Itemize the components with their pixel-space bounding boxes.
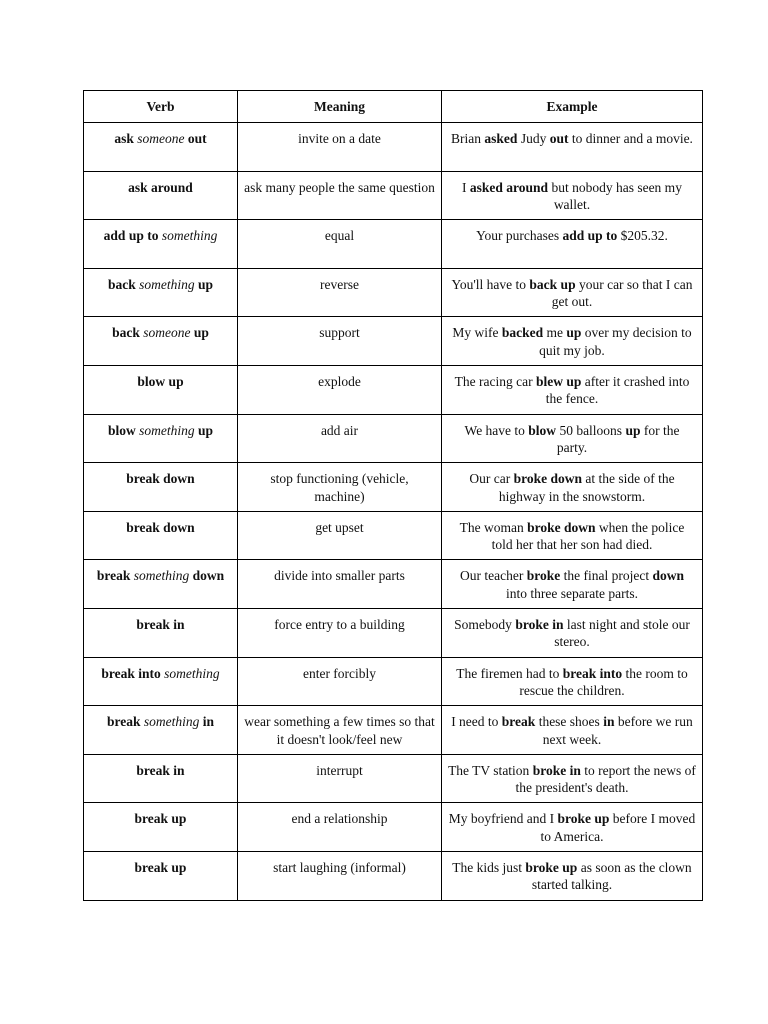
verb-cell <box>84 463 238 512</box>
example-cell <box>442 220 703 269</box>
text-run: ask around <box>128 179 193 195</box>
text-run: the room to rescue the children. <box>519 665 688 699</box>
text-run: break up <box>134 859 187 875</box>
text-run: for the party. <box>556 422 680 456</box>
text-run: blow <box>107 422 140 438</box>
text-run: blew up <box>535 373 582 389</box>
text-run: asked around <box>469 179 549 195</box>
text-run: The racing car <box>454 373 536 389</box>
text-run: ask <box>114 131 138 146</box>
verb-cell <box>84 851 238 900</box>
text-run: up <box>625 422 641 438</box>
text-run: My boyfriend and I <box>448 811 558 827</box>
text-run: something <box>133 568 190 584</box>
text-run: up <box>566 325 582 341</box>
text-run: after it crashed into the fence. <box>545 373 690 407</box>
meaning-cell: force entry to a building <box>238 608 442 657</box>
table-row <box>84 608 703 657</box>
meaning-cell: enter forcibly <box>238 657 442 706</box>
verb-cell <box>84 123 238 172</box>
table-row <box>84 560 703 609</box>
meaning-cell: stop functioning (vehicle, machine) <box>238 463 442 512</box>
text-run: break up <box>134 811 187 827</box>
text-run: break down <box>126 471 195 487</box>
text-run: The firemen had to <box>456 665 563 681</box>
text-run: backed <box>501 325 544 341</box>
example-cell <box>442 657 703 706</box>
text-run: The woman <box>459 519 528 535</box>
example-cell <box>442 754 703 803</box>
table-row <box>84 851 703 900</box>
table-row <box>84 220 703 269</box>
text-run: The kids just <box>452 859 526 875</box>
text-run: Brian <box>451 131 485 146</box>
example-cell <box>442 268 703 317</box>
example-cell <box>442 560 703 609</box>
text-run: down <box>189 568 225 584</box>
meaning-cell: ask many people the same question <box>238 171 442 220</box>
text-run: at the side of the highway in the snowstorm. <box>498 471 675 504</box>
verb-cell <box>84 220 238 269</box>
meaning-cell: interrupt <box>238 754 442 803</box>
example-cell <box>442 851 703 900</box>
table-row <box>84 365 703 414</box>
meaning-cell: invite on a date <box>238 123 442 172</box>
text-run: up <box>190 325 209 341</box>
text-run: out <box>549 131 569 146</box>
text-run: asked <box>484 131 518 146</box>
text-run: broke up <box>557 811 610 827</box>
text-run: but nobody has seen my wallet. <box>548 179 682 213</box>
text-run: broke up <box>525 859 578 875</box>
text-run: add up to <box>562 228 618 244</box>
text-run: these shoes <box>535 714 604 730</box>
text-run: The TV station <box>448 762 533 778</box>
text-run: Judy <box>517 131 550 146</box>
text-run: in <box>199 714 215 730</box>
meaning-cell: end a relationship <box>238 803 442 852</box>
verb-cell <box>84 414 238 463</box>
text-run: someone <box>143 325 191 341</box>
text-run: into three separate parts. <box>506 585 638 601</box>
text-run: My wife <box>452 325 502 341</box>
example-cell <box>442 463 703 512</box>
example-cell <box>442 317 703 366</box>
meaning-cell: explode <box>238 365 442 414</box>
text-run: broke in <box>532 762 581 778</box>
meaning-cell: divide into smaller parts <box>238 560 442 609</box>
text-run: break in <box>136 762 185 778</box>
example-cell <box>442 171 703 220</box>
example-cell <box>442 123 703 172</box>
text-run: me <box>543 325 567 341</box>
meaning-cell: start laughing (informal) <box>238 851 442 900</box>
table-row <box>84 706 703 755</box>
verb-cell <box>84 268 238 317</box>
text-run: to report the news of the president's death. <box>515 762 696 796</box>
text-run: last night and stole our stereo. <box>554 616 690 650</box>
text-run: something <box>161 228 218 244</box>
header-row <box>84 91 703 123</box>
example-cell <box>442 414 703 463</box>
text-run: broke down <box>513 471 583 487</box>
text-run: broke <box>526 568 561 584</box>
text-run: add up to <box>103 228 162 244</box>
text-run: to dinner and a movie. <box>568 131 693 146</box>
table-row <box>84 657 703 706</box>
text-run: down <box>652 568 684 584</box>
text-run: 50 balloons <box>556 422 626 438</box>
example-cell <box>442 608 703 657</box>
text-run: back up <box>529 276 576 292</box>
table-row <box>84 463 703 512</box>
header-example: Example <box>442 91 703 123</box>
text-run: before we run next week. <box>542 714 693 747</box>
text-run: We have to <box>464 422 529 438</box>
text-run: when the police told her that her son had died. <box>491 519 685 553</box>
verb-cell <box>84 657 238 706</box>
meaning-cell: equal <box>238 220 442 269</box>
text-run: break into <box>562 665 623 681</box>
verb-cell <box>84 511 238 560</box>
meaning-cell: get upset <box>238 511 442 560</box>
text-run: Your purchases <box>476 228 563 244</box>
text-run: blow up <box>137 373 184 389</box>
text-run: something <box>139 422 195 438</box>
text-run: back <box>112 325 144 341</box>
table-body <box>84 123 703 901</box>
table-row <box>84 803 703 852</box>
table-row <box>84 511 703 560</box>
example-cell <box>442 511 703 560</box>
text-run: break into <box>101 665 165 681</box>
text-run: You'll have to <box>451 276 530 292</box>
text-run: I <box>462 179 470 195</box>
text-run: break <box>96 568 134 584</box>
text-run: I need to <box>451 714 502 730</box>
text-run: break <box>501 714 536 730</box>
text-run: break down <box>126 519 195 535</box>
text-run: broke down <box>527 519 596 535</box>
verb-cell <box>84 803 238 852</box>
table-row <box>84 414 703 463</box>
example-cell <box>442 803 703 852</box>
meaning-cell: wear something a few times so that it doesn't look/feel new <box>238 706 442 755</box>
text-run: Our car <box>469 471 514 487</box>
text-run: break in <box>136 616 185 632</box>
text-run: blow <box>528 422 557 438</box>
text-run: someone <box>137 131 185 146</box>
text-run: over my decision to quit my job. <box>539 325 692 358</box>
table-row <box>84 754 703 803</box>
text-run: something <box>139 276 195 292</box>
text-run: your car so that I can get out. <box>551 276 693 310</box>
verb-cell <box>84 706 238 755</box>
text-run: broke in <box>515 616 564 632</box>
meaning-cell: support <box>238 317 442 366</box>
text-run: in <box>603 714 615 730</box>
text-run: something <box>164 665 220 681</box>
text-run: Somebody <box>454 616 516 632</box>
text-run: back <box>107 276 140 292</box>
example-cell <box>442 706 703 755</box>
table-row <box>84 317 703 366</box>
verb-cell <box>84 754 238 803</box>
text-run: $205.32. <box>617 228 668 244</box>
text-run: break <box>106 714 144 730</box>
example-cell <box>442 365 703 414</box>
table-row <box>84 171 703 220</box>
text-run: the final project <box>560 568 653 584</box>
meaning-cell: reverse <box>238 268 442 317</box>
table-row <box>84 268 703 317</box>
text-run: before I moved to America. <box>540 811 696 844</box>
table-header <box>84 91 703 123</box>
text-run: up <box>194 276 214 292</box>
text-run: up <box>194 422 214 438</box>
verb-cell <box>84 608 238 657</box>
text-run: as soon as the clown started talking. <box>531 859 692 893</box>
phrasal-verbs-table <box>83 90 703 901</box>
verb-cell <box>84 171 238 220</box>
text-run: out <box>184 131 207 146</box>
verb-cell <box>84 365 238 414</box>
meaning-cell: add air <box>238 414 442 463</box>
table-row <box>84 123 703 172</box>
text-run: something <box>143 714 200 730</box>
header-meaning: Meaning <box>238 91 442 123</box>
verb-cell <box>84 560 238 609</box>
text-run: Our teacher <box>460 568 527 584</box>
header-verb: Verb <box>84 91 238 123</box>
verb-cell <box>84 317 238 366</box>
